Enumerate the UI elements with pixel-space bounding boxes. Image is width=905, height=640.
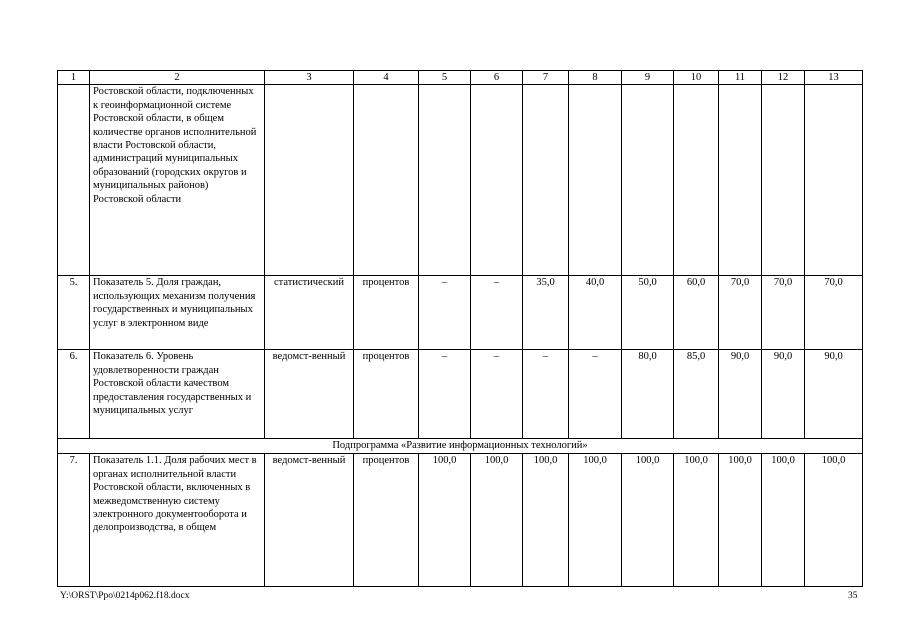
value-cell: –: [471, 276, 523, 350]
value-cell: 100,0: [622, 454, 674, 587]
indicator-unit: процентов: [354, 454, 419, 587]
table-row: [58, 85, 863, 276]
value-cell: 70,0: [719, 276, 762, 350]
value-cell: 35,0: [523, 276, 569, 350]
value-cell: 40,0: [569, 276, 622, 350]
column-header: 10: [674, 71, 719, 85]
row-number: [58, 85, 90, 276]
row-number: 5.: [58, 276, 90, 350]
table-row: [58, 454, 863, 587]
page-number: 35: [848, 591, 858, 601]
indicator-type: [265, 85, 354, 276]
value-cell: 100,0: [523, 454, 569, 587]
value-cell: 100,0: [569, 454, 622, 587]
indicators-table: [57, 70, 863, 587]
value-cell: [719, 85, 762, 276]
value-cell: –: [471, 350, 523, 439]
value-cell: [471, 85, 523, 276]
value-cell: –: [569, 350, 622, 439]
value-cell: [674, 85, 719, 276]
indicator-unit: процентов: [354, 350, 419, 439]
table-row: [58, 276, 863, 350]
indicator-name: Показатель 5. Доля граждан, использующих механизм получения государственных и муниципальных услуг в электронном виде: [90, 276, 265, 350]
column-header: 2: [90, 71, 265, 85]
column-header: 9: [622, 71, 674, 85]
value-cell: 100,0: [674, 454, 719, 587]
indicator-unit: [354, 85, 419, 276]
value-cell: 70,0: [762, 276, 805, 350]
column-header: 8: [569, 71, 622, 85]
value-cell: [419, 85, 471, 276]
value-cell: 90,0: [762, 350, 805, 439]
value-cell: 100,0: [719, 454, 762, 587]
value-cell: [622, 85, 674, 276]
value-cell: 100,0: [471, 454, 523, 587]
value-cell: –: [419, 276, 471, 350]
value-cell: 90,0: [719, 350, 762, 439]
indicator-name: Ростовской области, подключенных к геоинформационной системе Ростовской области, в общем количестве органов исполнительной власти Ростовской области, администраций муниципальных образований (городских округов и муниципальных районов) Ростовской области: [90, 85, 265, 276]
value-cell: 90,0: [805, 350, 863, 439]
table-row: [58, 350, 863, 439]
indicator-unit: процентов: [354, 276, 419, 350]
value-cell: 80,0: [622, 350, 674, 439]
value-cell: 70,0: [805, 276, 863, 350]
column-header: 6: [471, 71, 523, 85]
column-header: 3: [265, 71, 354, 85]
subprogram-row: [58, 439, 863, 454]
column-header: 12: [762, 71, 805, 85]
indicator-name: Показатель 1.1. Доля рабочих мест в органах исполнительной власти Ростовской области, включенных в межведомственную систему электронного документооборота и делопроизводства, в общем: [90, 454, 265, 587]
column-number-row: [58, 71, 863, 85]
value-cell: [805, 85, 863, 276]
indicator-type: статистический: [265, 276, 354, 350]
value-cell: 85,0: [674, 350, 719, 439]
value-cell: [523, 85, 569, 276]
column-header: 4: [354, 71, 419, 85]
value-cell: 100,0: [419, 454, 471, 587]
indicator-type: ведомст-венный: [265, 350, 354, 439]
column-header: 1: [58, 71, 90, 85]
subprogram-title: Подпрограмма «Развитие информационных технологий»: [58, 439, 863, 454]
value-cell: [569, 85, 622, 276]
value-cell: [762, 85, 805, 276]
column-header: 13: [805, 71, 863, 85]
column-header: 7: [523, 71, 569, 85]
row-number: 6.: [58, 350, 90, 439]
indicator-name: Показатель 6. Уровень удовлетворенности граждан Ростовской области качеством предоставления государственных и муниципальных услуг: [90, 350, 265, 439]
value-cell: 100,0: [762, 454, 805, 587]
row-number: 7.: [58, 454, 90, 587]
value-cell: –: [419, 350, 471, 439]
column-header: 11: [719, 71, 762, 85]
column-header: 5: [419, 71, 471, 85]
value-cell: 100,0: [805, 454, 863, 587]
indicator-type: ведомст-венный: [265, 454, 354, 587]
value-cell: 60,0: [674, 276, 719, 350]
file-path: Y:\ORST\Ppo\0214p062.f18.docx: [60, 591, 190, 601]
value-cell: 50,0: [622, 276, 674, 350]
value-cell: –: [523, 350, 569, 439]
